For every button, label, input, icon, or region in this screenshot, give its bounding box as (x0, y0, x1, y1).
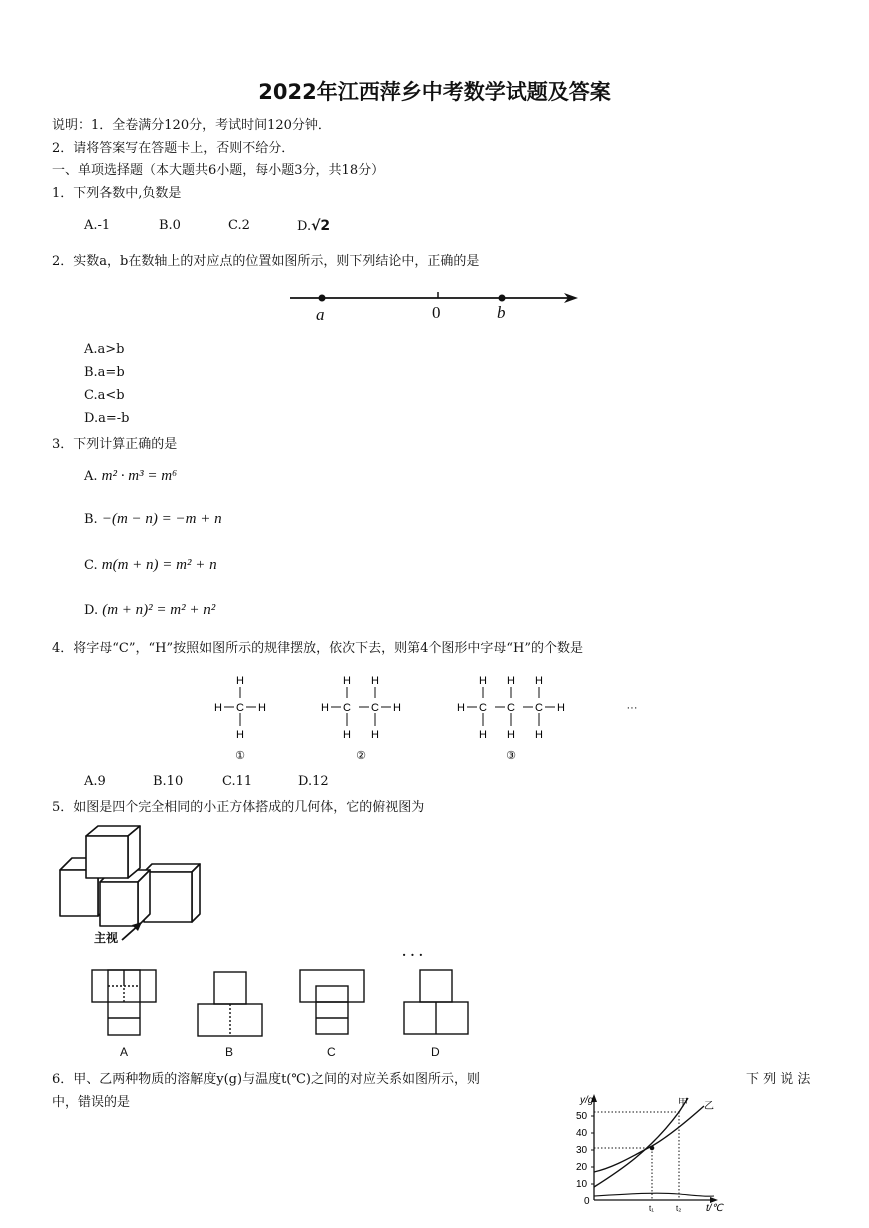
q6-y-tick-0: 0 (584, 1196, 590, 1207)
q3-stem: 3．下列计算正确的是 (52, 437, 178, 452)
section-heading: 一、单项选择题（本大题共6小题，每小题3分，共18分） (52, 163, 385, 178)
instruction-line-1: 说明：1．全卷满分120分，考试时间120分钟． (52, 118, 331, 133)
q6-stem-part1: 6．甲、乙两种物质的溶解度y(g)与温度t(℃)之间的对应关系如图所示，则 (52, 1072, 480, 1087)
hydrogen-letter: H (457, 702, 465, 714)
q3-option-b-letter: B. (84, 512, 98, 527)
carbon-letter: C (535, 702, 543, 714)
q5-option-label-b: B (225, 1045, 234, 1059)
q5-option-label-c: C (327, 1045, 336, 1059)
q6-y-tick-50: 50 (576, 1111, 588, 1122)
q6-y-tick-30: 30 (576, 1145, 588, 1156)
q6-x-tick-t1: t₁ (649, 1204, 654, 1213)
carbon-letter: C (479, 702, 487, 714)
figure-number-label: ② (356, 750, 366, 762)
q6-y-tick-20: 20 (576, 1162, 588, 1173)
hydrogen-letter: H (507, 729, 515, 741)
hydrogen-letter: H (214, 702, 222, 714)
q1-option-c: C.2 (228, 218, 250, 233)
q4-molecule-figures (200, 670, 660, 770)
carbon-letter: C (343, 702, 351, 714)
figure-number-label: ③ (506, 750, 516, 762)
hydrogen-letter: H (236, 729, 244, 741)
q1-option-d-math: √2 (311, 218, 331, 234)
hydrogen-letter: H (371, 729, 379, 741)
q3-option-a-expr: m² · m³ = m⁶ (101, 468, 178, 484)
hydrogen-letter: H (343, 729, 351, 741)
q5-option-label-a: A (120, 1045, 129, 1059)
q3-option-a (84, 468, 177, 485)
q2-label-zero: 0 (432, 303, 441, 322)
q1-option-b: B.0 (159, 218, 181, 233)
q3-option-d-expr: (m + n)² = m² + n² (102, 602, 216, 618)
hydrogen-letter: H (371, 675, 379, 687)
q5-ellipsis: · · · (402, 948, 423, 962)
hydrogen-letter: H (507, 675, 515, 687)
q3-option-c-expr: m(m + n) = m² + n (101, 557, 217, 573)
q3-option-d (84, 602, 215, 619)
q6-series-label-jia: 甲 (678, 1098, 688, 1109)
q2-label-a: a (316, 305, 325, 324)
q2-option-d: D.a=-b (84, 411, 130, 426)
carbon-letter: C (236, 702, 244, 714)
figure-number-label: ① (235, 750, 245, 762)
ellipsis: ··· (626, 702, 638, 714)
q1-option-a: A.-1 (84, 218, 111, 233)
q6-x-tick-t2: t₂ (676, 1204, 682, 1213)
q3-option-b-expr: −(m − n) = −m + n (101, 511, 222, 527)
page-title: 2022年江西萍乡中考数学试题及答案 (258, 80, 611, 104)
q6-solubility-chart (566, 1090, 736, 1214)
hydrogen-letter: H (557, 702, 565, 714)
q2-point-b (499, 295, 506, 302)
q1-option-d-letter: D. (297, 219, 312, 234)
q6-y-axis-label: y/g (580, 1095, 594, 1106)
q3-option-c-letter: C. (84, 558, 98, 573)
q4-option-d: D.12 (298, 774, 329, 789)
q1-stem: 1．下列各数中,负数是 (52, 186, 182, 201)
q6-y-tick-10: 10 (576, 1179, 588, 1190)
q3-option-d-letter: D. (84, 603, 99, 618)
q4-option-a: A.9 (84, 774, 106, 789)
instruction-line-2: 2．请将答案写在答题卡上，否则不给分． (52, 141, 295, 156)
q2-label-b: b (497, 303, 506, 322)
q5-option-views (88, 968, 478, 1042)
q5-stem: 5．如图是四个完全相同的小正方体搭成的几何体，它的俯视图为 (52, 800, 425, 815)
q6-y-tick-40: 40 (576, 1128, 588, 1139)
hydrogen-letter: H (479, 675, 487, 687)
q6-stem-part2: 下 列 说 法 (746, 1072, 811, 1087)
hydrogen-letter: H (343, 675, 351, 687)
hydrogen-letter: H (535, 675, 543, 687)
q5-view-label: 主视 (94, 931, 119, 945)
q6-series-label-yi: 乙 (704, 1101, 714, 1112)
q3-option-c (84, 557, 217, 574)
q5-option-label-d: D (431, 1045, 440, 1059)
hydrogen-letter: H (236, 675, 244, 687)
q2-option-b: B.a=b (84, 365, 125, 380)
q2-option-a: A.a>b (84, 342, 125, 357)
q6-stem-part3: 中，错误的是 (52, 1095, 131, 1110)
hydrogen-letter: H (321, 702, 329, 714)
q4-option-c: C.11 (222, 774, 253, 789)
hydrogen-letter: H (258, 702, 266, 714)
hydrogen-letter: H (393, 702, 401, 714)
hydrogen-letter: H (479, 729, 487, 741)
q2-option-c: C.a<b (84, 388, 125, 403)
q4-option-b: B.10 (153, 774, 184, 789)
q2-point-a (319, 295, 326, 302)
q3-option-a-letter: A. (84, 469, 98, 484)
q1-option-d (297, 218, 330, 234)
q3-option-b (84, 511, 222, 528)
carbon-letter: C (507, 702, 515, 714)
carbon-letter: C (371, 702, 379, 714)
q6-x-axis-label: t/℃ (706, 1203, 723, 1214)
q2-stem: 2．实数a，b在数轴上的对应点的位置如图所示，则下列结论中，正确的是 (52, 254, 480, 269)
q4-stem: 4．将字母“C”，“H”按照如图所示的规律摆放，依次下去，则第4个图形中字母“H”的个数是 (52, 641, 584, 656)
hydrogen-letter: H (535, 729, 543, 741)
